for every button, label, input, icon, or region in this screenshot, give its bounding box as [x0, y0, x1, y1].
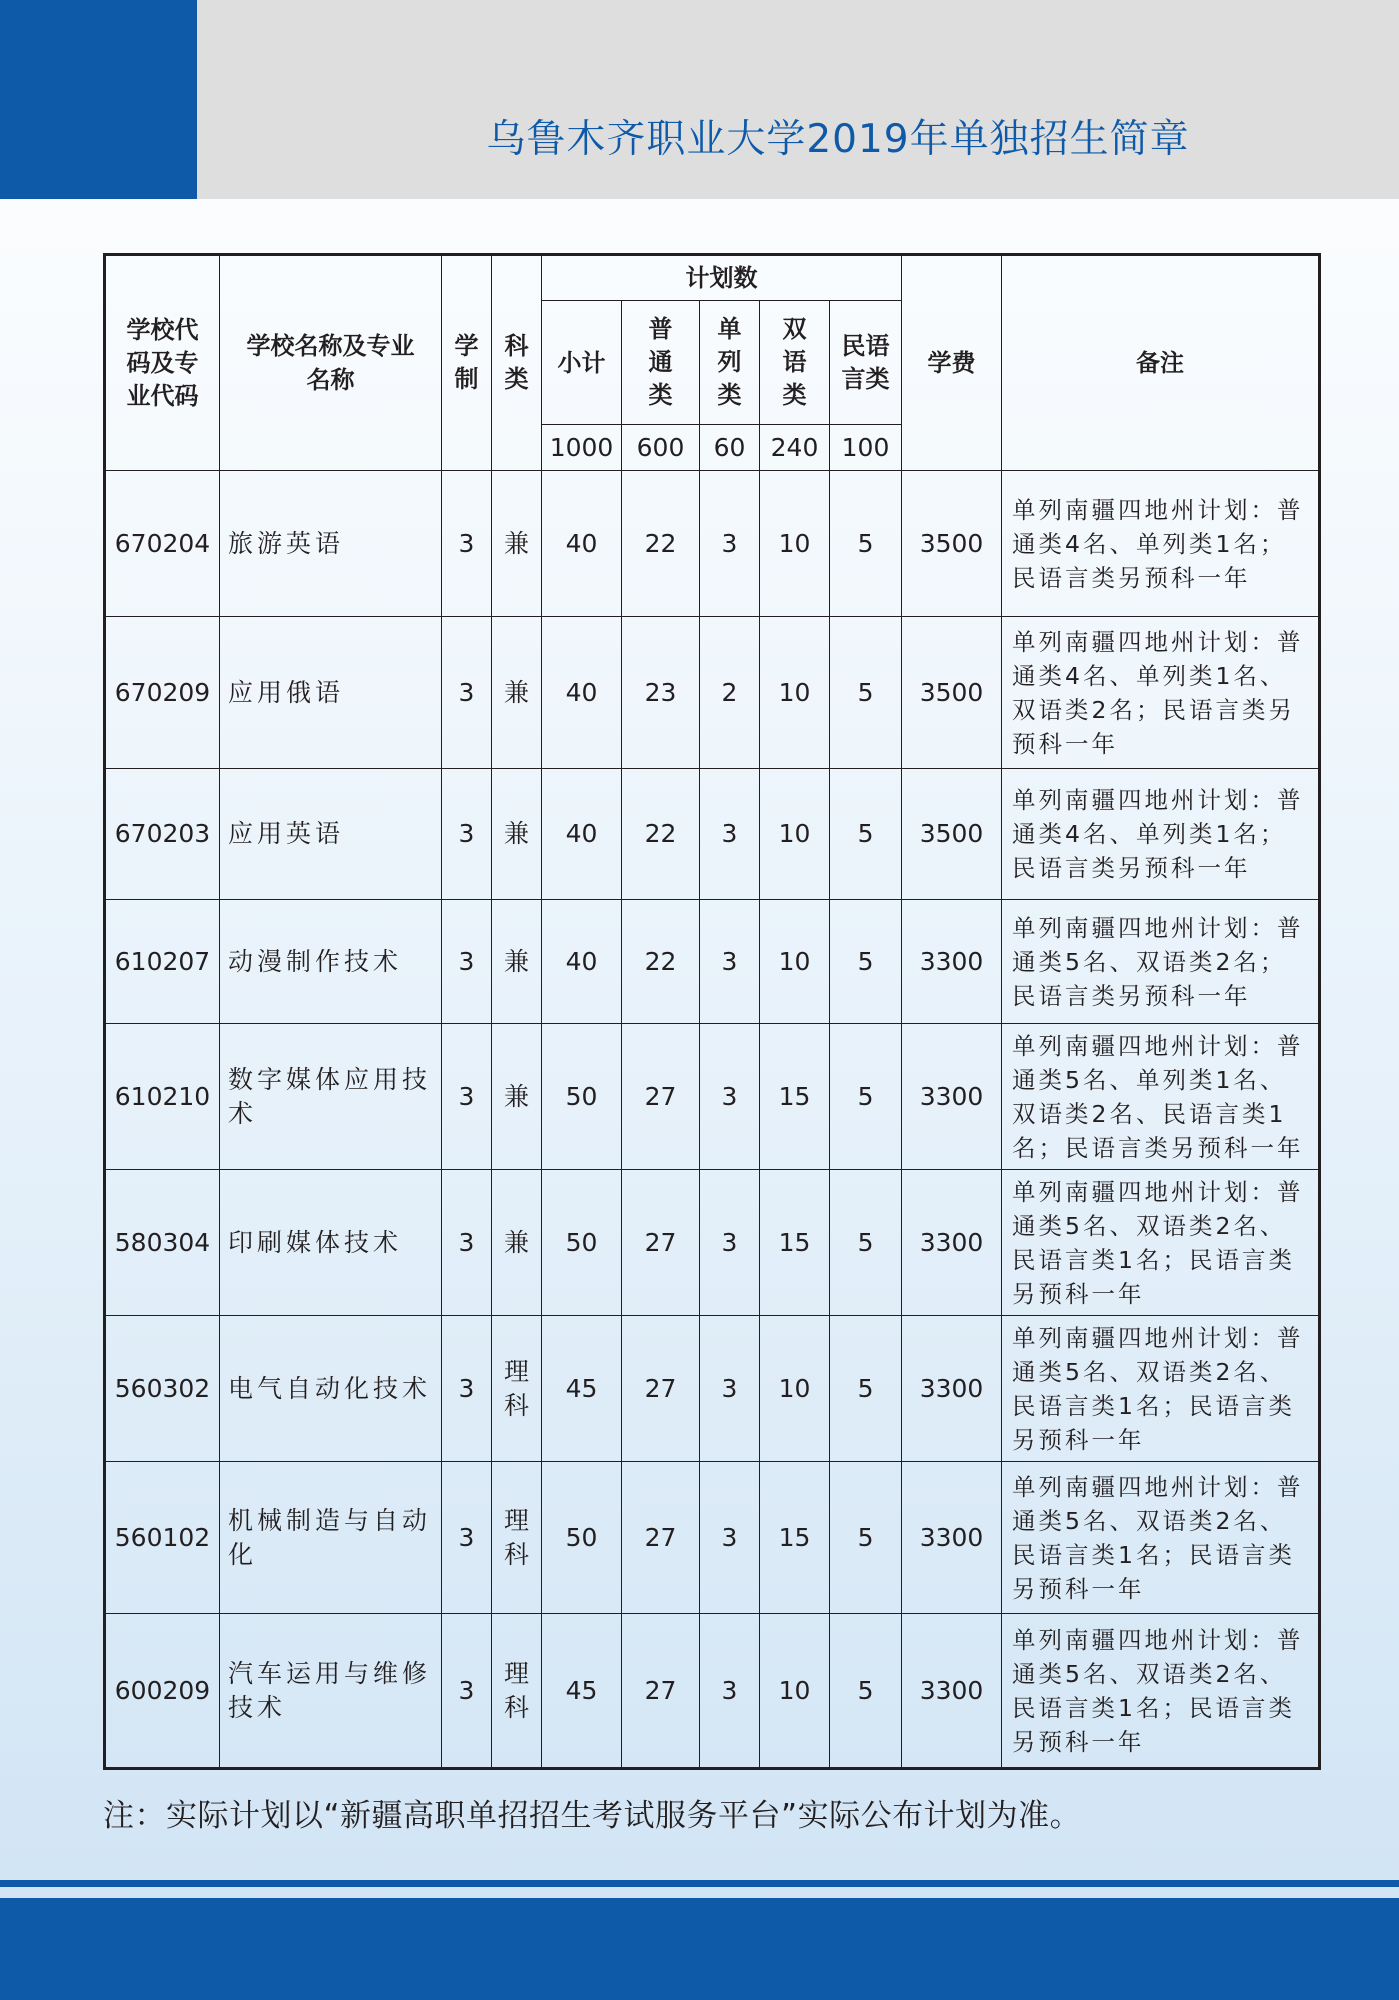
years-cell: 3	[442, 900, 492, 1024]
remark-cell: 单列南疆四地州计划：普通类5名、双语类2名；民语言类另预科一年	[1002, 900, 1320, 1024]
subject-cell: 兼	[492, 769, 542, 900]
footnote: 注：实际计划以“新疆高职单招招生考试服务平台”实际公布计划为准。	[103, 1798, 1082, 1834]
table-row	[105, 900, 1320, 1024]
major-code-cell: 600209	[105, 1614, 220, 1769]
fee-cell: 3300	[902, 1462, 1002, 1614]
bilingual-cell: 10	[760, 769, 830, 900]
general-cell: 27	[622, 1316, 700, 1462]
total-separate: 60	[700, 425, 760, 471]
major-name-cell: 应用俄语	[220, 617, 442, 769]
total-bilingual: 240	[760, 425, 830, 471]
subtotal-cell: 40	[542, 617, 622, 769]
header-subject: 科类	[492, 255, 542, 471]
total-general: 600	[622, 425, 700, 471]
separate-cell: 2	[700, 617, 760, 769]
separate-cell: 3	[700, 1316, 760, 1462]
major-code-cell: 610207	[105, 900, 220, 1024]
subtotal-cell: 45	[542, 1614, 622, 1769]
bilingual-cell: 15	[760, 1024, 830, 1170]
remark-cell: 单列南疆四地州计划：普通类5名、双语类2名、民语言类1名；民语言类另预科一年	[1002, 1462, 1320, 1614]
years-cell: 3	[442, 617, 492, 769]
subject-cell: 兼	[492, 1024, 542, 1170]
major-code-cell: 580304	[105, 1170, 220, 1316]
major-name-cell: 印刷媒体技术	[220, 1170, 442, 1316]
header-separate: 单列类	[700, 301, 760, 425]
bilingual-cell: 10	[760, 1614, 830, 1769]
header-accent-bar	[0, 0, 197, 199]
table-row	[105, 1462, 1320, 1614]
page-title: 乌鲁木齐职业大学2019年单独招生简章	[486, 117, 1190, 162]
fee-cell: 3300	[902, 1170, 1002, 1316]
major-code-cell: 560302	[105, 1316, 220, 1462]
minority-cell: 5	[830, 471, 902, 617]
footer-divider-line	[0, 1880, 1399, 1887]
subject-cell: 理科	[492, 1316, 542, 1462]
years-cell: 3	[442, 1614, 492, 1769]
bilingual-cell: 10	[760, 1316, 830, 1462]
separate-cell: 3	[700, 900, 760, 1024]
separate-cell: 3	[700, 1170, 760, 1316]
footer-bar	[0, 1898, 1399, 2000]
remark-cell: 单列南疆四地州计划：普通类5名、双语类2名、民语言类1名；民语言类另预科一年	[1002, 1614, 1320, 1769]
major-code-cell: 610210	[105, 1024, 220, 1170]
years-cell: 3	[442, 471, 492, 617]
major-code-cell: 560102	[105, 1462, 220, 1614]
separate-cell: 3	[700, 1614, 760, 1769]
header-remark: 备注	[1002, 255, 1320, 471]
major-name-cell: 应用英语	[220, 769, 442, 900]
remark-cell: 单列南疆四地州计划：普通类4名、单列类1名；民语言类另预科一年	[1002, 769, 1320, 900]
table-row	[105, 1024, 1320, 1170]
general-cell: 22	[622, 900, 700, 1024]
subtotal-cell: 40	[542, 769, 622, 900]
header-bilingual: 双语类	[760, 301, 830, 425]
subtotal-cell: 50	[542, 1170, 622, 1316]
fee-cell: 3500	[902, 617, 1002, 769]
header-plan: 计划数	[542, 255, 902, 301]
total-subtotal: 1000	[542, 425, 622, 471]
subtotal-cell: 40	[542, 900, 622, 1024]
subtotal-cell: 50	[542, 1024, 622, 1170]
years-cell: 3	[442, 769, 492, 900]
separate-cell: 3	[700, 769, 760, 900]
remark-cell: 单列南疆四地州计划：普通类5名、双语类2名、民语言类1名；民语言类另预科一年	[1002, 1316, 1320, 1462]
table-row	[105, 471, 1320, 617]
bilingual-cell: 15	[760, 1462, 830, 1614]
table-row	[105, 617, 1320, 769]
minority-cell: 5	[830, 1462, 902, 1614]
remark-cell: 单列南疆四地州计划：普通类5名、单列类1名、双语类2名、民语言类1名；民语言类另预科一年	[1002, 1024, 1320, 1170]
enrollment-plan-table	[103, 253, 1321, 1770]
general-cell: 27	[622, 1170, 700, 1316]
fee-cell: 3300	[902, 1024, 1002, 1170]
minority-cell: 5	[830, 1614, 902, 1769]
major-name-cell: 动漫制作技术	[220, 900, 442, 1024]
subject-cell: 理科	[492, 1614, 542, 1769]
minority-cell: 5	[830, 769, 902, 900]
bilingual-cell: 10	[760, 471, 830, 617]
major-name-cell: 旅游英语	[220, 471, 442, 617]
general-cell: 27	[622, 1024, 700, 1170]
page-header	[0, 0, 1399, 199]
major-name-cell: 汽车运用与维修技术	[220, 1614, 442, 1769]
subtotal-cell: 50	[542, 1462, 622, 1614]
fee-cell: 3500	[902, 471, 1002, 617]
remark-cell: 单列南疆四地州计划：普通类4名、单列类1名；民语言类另预科一年	[1002, 471, 1320, 617]
fee-cell: 3500	[902, 769, 1002, 900]
remark-cell: 单列南疆四地州计划：普通类4名、单列类1名、双语类2名；民语言类另预科一年	[1002, 617, 1320, 769]
subject-cell: 兼	[492, 1170, 542, 1316]
header-subtotal: 小计	[542, 301, 622, 425]
minority-cell: 5	[830, 1316, 902, 1462]
minority-cell: 5	[830, 617, 902, 769]
subtotal-cell: 45	[542, 1316, 622, 1462]
major-code-cell: 670209	[105, 617, 220, 769]
general-cell: 23	[622, 617, 700, 769]
table-row	[105, 1316, 1320, 1462]
separate-cell: 3	[700, 1462, 760, 1614]
years-cell: 3	[442, 1462, 492, 1614]
total-minority: 100	[830, 425, 902, 471]
subject-cell: 兼	[492, 617, 542, 769]
major-name-cell: 数字媒体应用技术	[220, 1024, 442, 1170]
table-row	[105, 1614, 1320, 1769]
major-code-cell: 670203	[105, 769, 220, 900]
years-cell: 3	[442, 1024, 492, 1170]
table-row	[105, 769, 1320, 900]
table-row	[105, 1170, 1320, 1316]
minority-cell: 5	[830, 1024, 902, 1170]
subtotal-cell: 40	[542, 471, 622, 617]
fee-cell: 3300	[902, 1316, 1002, 1462]
general-cell: 27	[622, 1614, 700, 1769]
separate-cell: 3	[700, 471, 760, 617]
subject-cell: 兼	[492, 900, 542, 1024]
fee-cell: 3300	[902, 1614, 1002, 1769]
subject-cell: 理科	[492, 1462, 542, 1614]
bilingual-cell: 15	[760, 1170, 830, 1316]
general-cell: 22	[622, 471, 700, 617]
separate-cell: 3	[700, 1024, 760, 1170]
minority-cell: 5	[830, 1170, 902, 1316]
header-fee: 学费	[902, 255, 1002, 471]
header-name: 学校名称及专业名称	[220, 255, 442, 471]
minority-cell: 5	[830, 900, 902, 1024]
bilingual-cell: 10	[760, 900, 830, 1024]
subject-cell: 兼	[492, 471, 542, 617]
years-cell: 3	[442, 1170, 492, 1316]
years-cell: 3	[442, 1316, 492, 1462]
header-minority: 民语言类	[830, 301, 902, 425]
header-code: 学校代码及专业代码	[105, 255, 220, 471]
general-cell: 27	[622, 1462, 700, 1614]
major-code-cell: 670204	[105, 471, 220, 617]
major-name-cell: 机械制造与自动化	[220, 1462, 442, 1614]
header-general: 普通类	[622, 301, 700, 425]
remark-cell: 单列南疆四地州计划：普通类5名、双语类2名、民语言类1名；民语言类另预科一年	[1002, 1170, 1320, 1316]
bilingual-cell: 10	[760, 617, 830, 769]
major-name-cell: 电气自动化技术	[220, 1316, 442, 1462]
fee-cell: 3300	[902, 900, 1002, 1024]
general-cell: 22	[622, 769, 700, 900]
header-years: 学制	[442, 255, 492, 471]
